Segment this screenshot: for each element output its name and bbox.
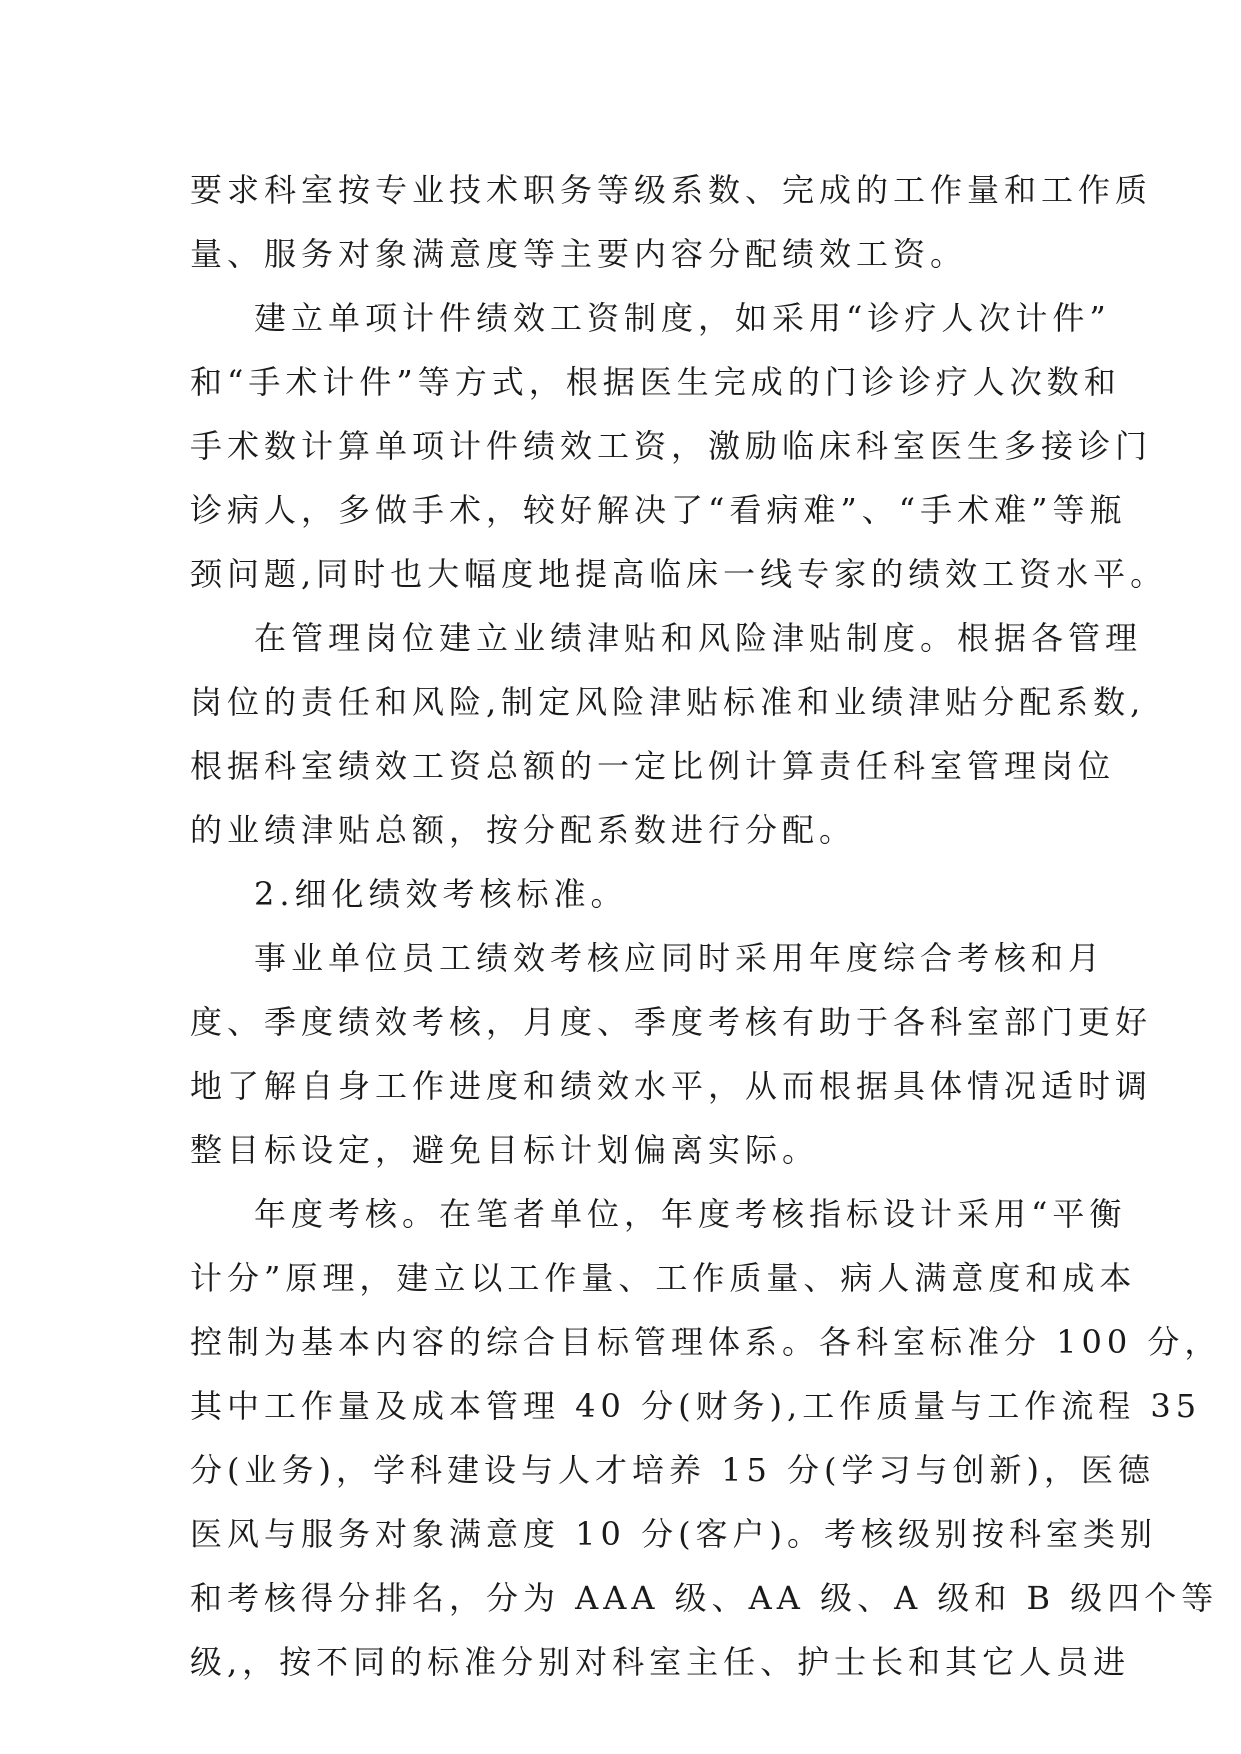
section-heading: 2.细化绩效考核标准。 bbox=[254, 875, 628, 913]
text-line: 级,，按不同的标准分别对科室主任、护士长和其它人员进 bbox=[190, 1643, 1131, 1681]
document-body bbox=[190, 158, 1222, 1694]
text-line: 诊病人，多做手术，较好解决了“看病难”、“手术难”等瓶 bbox=[190, 491, 1127, 529]
text-line: 度、季度绩效考核，月度、季度考核有助于各科室部门更好 bbox=[190, 1003, 1153, 1041]
text-line: 手术数计算单项计件绩效工资，激励临床科室医生多接诊门 bbox=[190, 427, 1153, 465]
text-line: 控制为基本内容的综合目标管理体系。各科室标准分 100 分， bbox=[190, 1323, 1222, 1361]
text-line: 其中工作量及成本管理 40 分(财务),工作质量与工作流程 35 bbox=[190, 1387, 1202, 1425]
text-line: 的业绩津贴总额，按分配系数进行分配。 bbox=[190, 811, 857, 849]
text-line: 和“手术计件”等方式，根据医生完成的门诊诊疗人次数和 bbox=[190, 363, 1121, 401]
text-line: 地了解自身工作进度和绩效水平，从而根据具体情况适时调 bbox=[190, 1067, 1153, 1105]
text-line: 医风与服务对象满意度 10 分(客户)。考核级别按科室类别 bbox=[190, 1515, 1158, 1553]
text-line: 要求科室按专业技术职务等级系数、完成的工作量和工作质 bbox=[190, 171, 1153, 209]
text-line: 年度考核。在笔者单位，年度考核指标设计采用“平衡 bbox=[254, 1195, 1127, 1233]
text-line: 事业单位员工绩效考核应同时采用年度综合考核和月 bbox=[254, 939, 1106, 977]
text-line: 和考核得分排名，分为 AAA 级、AA 级、A 级和 B 级四个等 bbox=[190, 1579, 1219, 1617]
text-line: 建立单项计件绩效工资制度，如采用“诊疗人次计件” bbox=[254, 299, 1111, 337]
text-line: 计分”原理，建立以工作量、工作质量、病人满意度和成本 bbox=[190, 1259, 1137, 1297]
text-line: 整目标设定，避免目标计划偏离实际。 bbox=[190, 1131, 820, 1169]
text-line: 根据科室绩效工资总额的一定比例计算责任科室管理岗位 bbox=[190, 747, 1116, 785]
text-line: 岗位的责任和风险,制定风险津贴标准和业绩津贴分配系数, bbox=[190, 683, 1146, 721]
text-line: 量、服务对象满意度等主要内容分配绩效工资。 bbox=[190, 235, 968, 273]
text-line: 分(业务)，学科建设与人才培养 15 分(学习与创新)，医德 bbox=[190, 1451, 1156, 1489]
text-line: 在管理岗位建立业绩津贴和风险津贴制度。根据各管理 bbox=[254, 619, 1143, 657]
text-line: 颈问题,同时也大幅度地提高临床一线专家的绩效工资水平。 bbox=[190, 555, 1168, 593]
